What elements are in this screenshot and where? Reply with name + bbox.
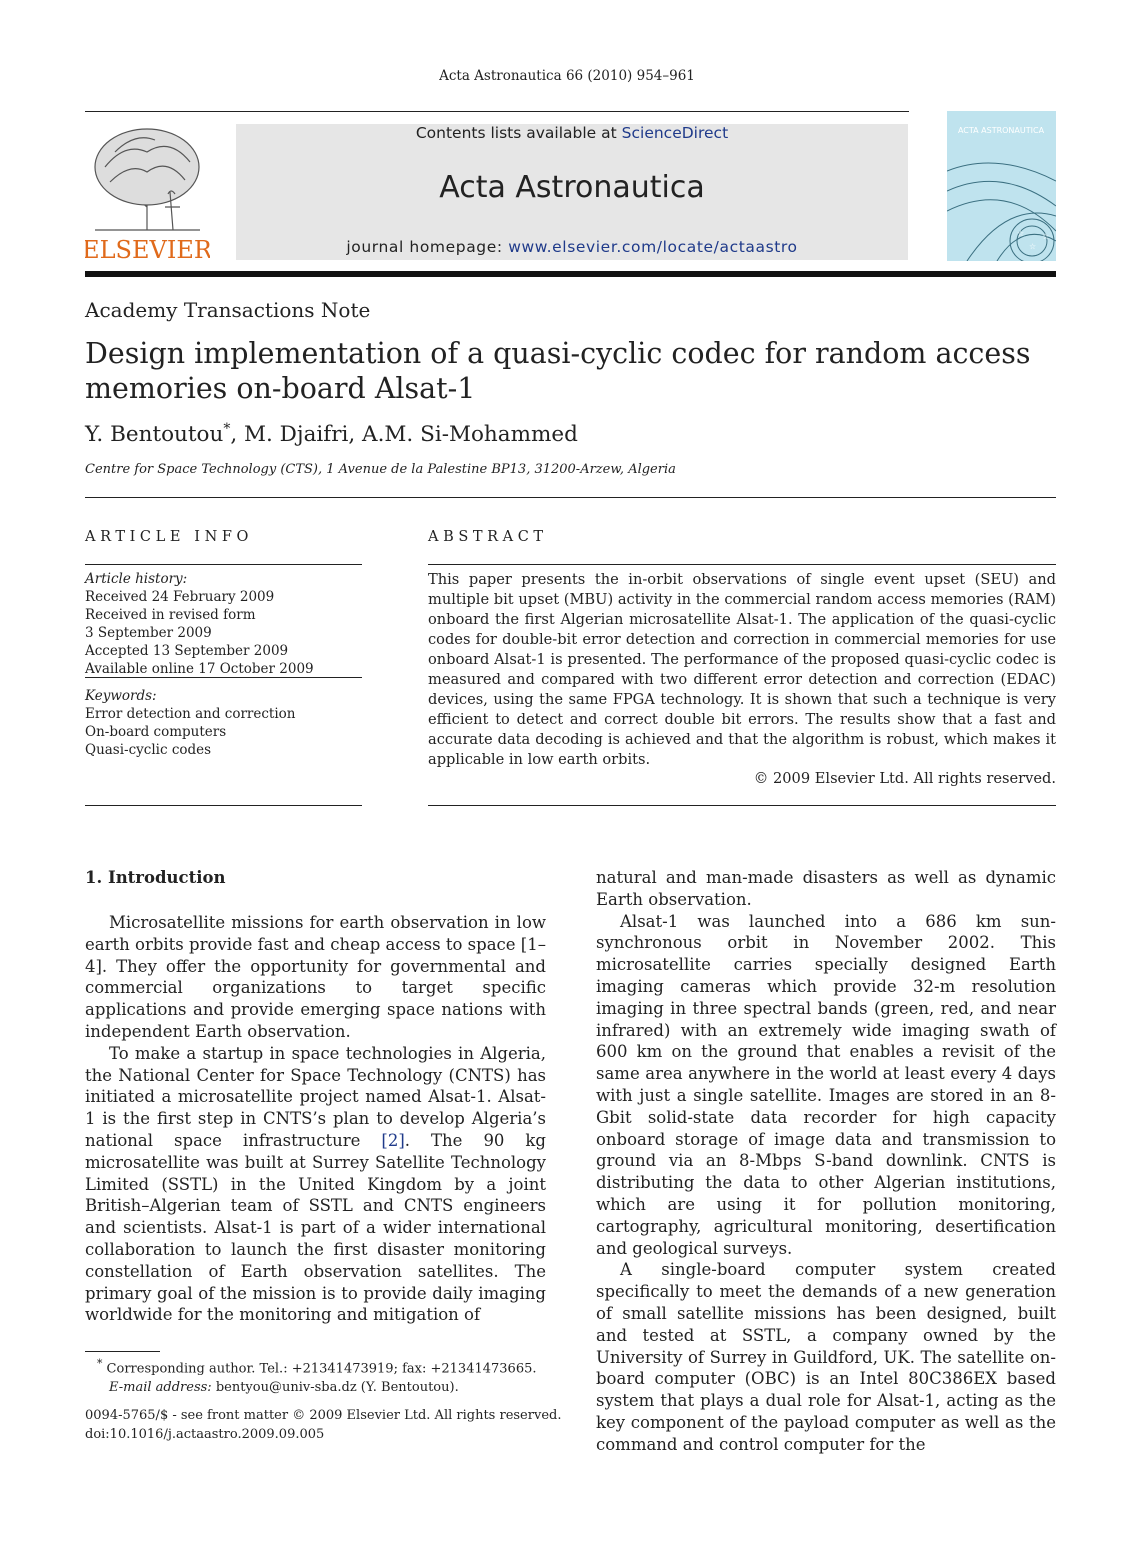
body-column-right	[596, 867, 1056, 1456]
paper-title: Design implementation of a quasi-cyclic codec for random access memories on-board Alsat-1	[85, 337, 1031, 405]
abstract-text: This paper presents the in-orbit observations of single event upset (SEU) and multiple bit upset (MBU) activity in the commercial random access memories (RAM) onboard the first Algerian microsatellite Alsat-1. The application of the quasi-cyclic codes for double-bit error detection and correction in commercial memories for use onboard Alsat-1 is presented. The performance of the proposed quasi-cyclic codec is measured and compared with two different error detection and correction (EDAC) devices, using the same FPGA technology. It is shown that such a technique is very efficient to detect and correct double bit errors. The results show that a fast and accurate data decoding is achieved and that the algorithm is robust, which makes it applicable in low earth orbits.	[428, 571, 1056, 768]
homepage-link[interactable]: www.elsevier.com/locate/actaastro	[508, 238, 798, 256]
front-matter	[85, 1407, 585, 1444]
keyword-item: Quasi-cyclic codes	[85, 742, 212, 758]
article-history	[85, 570, 362, 678]
body-paragraph: Microsatellite missions for earth observation in low earth orbits provide fast and cheap access to space [1–4]. They offer the opportunity for governmental and commercial organizations to target specific applications and provide emerging space nations with independent Earth observation.	[85, 913, 546, 1041]
info-rule-bottom	[85, 805, 362, 806]
corresponding-author-mark[interactable]: *	[223, 421, 231, 437]
history-item: Accepted 13 September 2009	[85, 643, 289, 659]
body-paragraph	[85, 1043, 546, 1326]
abstract-heading: ABSTRACT	[428, 529, 548, 545]
journal-banner	[236, 124, 908, 260]
sciencedirect-link[interactable]: ScienceDirect	[621, 124, 729, 142]
svg-text:☆: ☆	[1017, 229, 1025, 238]
reference-link[interactable]: [2]	[381, 1130, 405, 1150]
journal-title: Acta Astronautica	[439, 170, 705, 205]
elsevier-logo	[85, 122, 210, 262]
footnote-mark: *	[97, 1357, 103, 1370]
svg-text:☆: ☆	[1029, 242, 1037, 251]
journal-cover-image	[947, 111, 1056, 261]
keyword-item: Error detection and correction	[85, 706, 296, 722]
body-paragraph: A single-board computer system created specifically to meet the demands of a new generation of small satellite missions has been designed, built and tested at SSTL, a company owned by the University of Surrey in Guildford, UK. The satellite on-board computer (OBC) is an Intel 80C386EX based system that plays a dual role for Alsat-1, acting as the key component of the payload computer as well as the command and control computer for the	[596, 1260, 1056, 1454]
info-rule-mid	[85, 677, 362, 678]
paragraph-text: To make a startup in space technologies in Algeria, the National Center for Space Technology (CNTS) has initiated a microsatellite project named Alsat-1. Alsat-1 is the first step in CNTS’s plan to develop Algeria’s national space infrastructure	[85, 1043, 546, 1150]
affiliation: Centre for Space Technology (CTS), 1 Avenue de la Palestine BP13, 31200-Arzew, Algeria	[85, 462, 676, 477]
footnote-email-line	[85, 1378, 555, 1397]
body-paragraph: Alsat-1 was launched into a 686 km sun-synchronous orbit in November 2002. This microsatellite carries specially designed Earth imaging cameras which provide 32-m resolution imaging in three spectral bands (green, red, and near infrared) with an extremely wide imaging swath of 600 km on the ground that enables a revisit of the same area anywhere in the world at least every 4 days with just a single satellite. Images are stored in an 8-Gbit solid-state data recorder for high capacity onboard storage of image data and transmission to ground via an 8-Mbps S-band downlink. CNTS is distributing the data to other Algerian institutions, which are using it for pollution monitoring, cartography, agricultural monitoring, desertification and geological surveys.	[596, 911, 1056, 1258]
cover-title: ACTA ASTRONAUTICA	[957, 126, 1045, 135]
journal-citation: Acta Astronautica 66 (2010) 954–961	[439, 68, 695, 84]
footnote	[85, 1354, 555, 1397]
abstract-copyright: © 2009 Elsevier Ltd. All rights reserved.	[753, 770, 1056, 787]
keywords-block	[85, 687, 362, 759]
email-value[interactable]: bentyou@univ-sba.dz (Y. Bentoutou).	[211, 1380, 459, 1396]
keywords-label: Keywords:	[85, 688, 157, 704]
footnote-line	[85, 1354, 555, 1378]
body-column-left	[85, 912, 546, 1326]
email-label: E-mail address:	[109, 1380, 212, 1396]
abstract-rule-bottom	[428, 805, 1056, 806]
svg-text:☆: ☆	[1042, 232, 1050, 241]
paragraph-text: . The 90 kg microsatellite was built at Surrey Satellite Technology Limited (SSTL) in the United Kingdom by a joint British–Algerian team of SSTL and CNTS engineers and scientists. Alsat-1 is part of a wider international collaboration to launch the first disaster monitoring constellation of Earth observation satellites. The primary goal of the mission is to provide daily imaging worldwide for the monitoring and mitigation of	[85, 1130, 546, 1325]
header-rule	[85, 111, 909, 112]
homepage-line	[236, 238, 908, 256]
author-1[interactable]: Y. Bentoutou	[85, 422, 224, 448]
article-info-heading: ARTICLE INFO	[85, 529, 254, 545]
other-authors: , M. Djaifri, A.M. Si-Mohammed	[230, 422, 578, 448]
footnote-rule	[85, 1351, 160, 1352]
section-heading-introduction: 1. Introduction	[85, 868, 226, 887]
history-item: Available online 17 October 2009	[85, 661, 314, 677]
footnote-contact: Corresponding author. Tel.: +21341473919; fax: +21341473665.	[102, 1361, 537, 1377]
elsevier-logo-text: ELSEVIER	[85, 236, 210, 262]
body-paragraph: natural and man-made disasters as well as dynamic Earth observation.	[596, 868, 1056, 909]
history-item: Received in revised form	[85, 607, 256, 623]
doi-line[interactable]: doi:10.1016/j.actaastro.2009.09.005	[85, 1426, 325, 1442]
section-type: Academy Transactions Note	[85, 298, 371, 322]
history-item: Received 24 February 2009	[85, 589, 275, 605]
author-list	[85, 421, 578, 447]
history-label: Article history:	[85, 571, 188, 587]
contents-prefix: Contents lists available at	[415, 124, 622, 142]
contents-line	[236, 124, 908, 142]
abstract-rule-top	[428, 564, 1056, 565]
affiliation-rule	[85, 497, 1056, 498]
keyword-item: On-board computers	[85, 724, 227, 740]
homepage-prefix: journal homepage:	[346, 238, 509, 256]
header-thick-rule	[85, 271, 1056, 277]
info-rule-top	[85, 564, 362, 565]
history-item: 3 September 2009	[85, 625, 212, 641]
issn-line: 0094-5765/$ - see front matter © 2009 Elsevier Ltd. All rights reserved.	[85, 1408, 562, 1423]
